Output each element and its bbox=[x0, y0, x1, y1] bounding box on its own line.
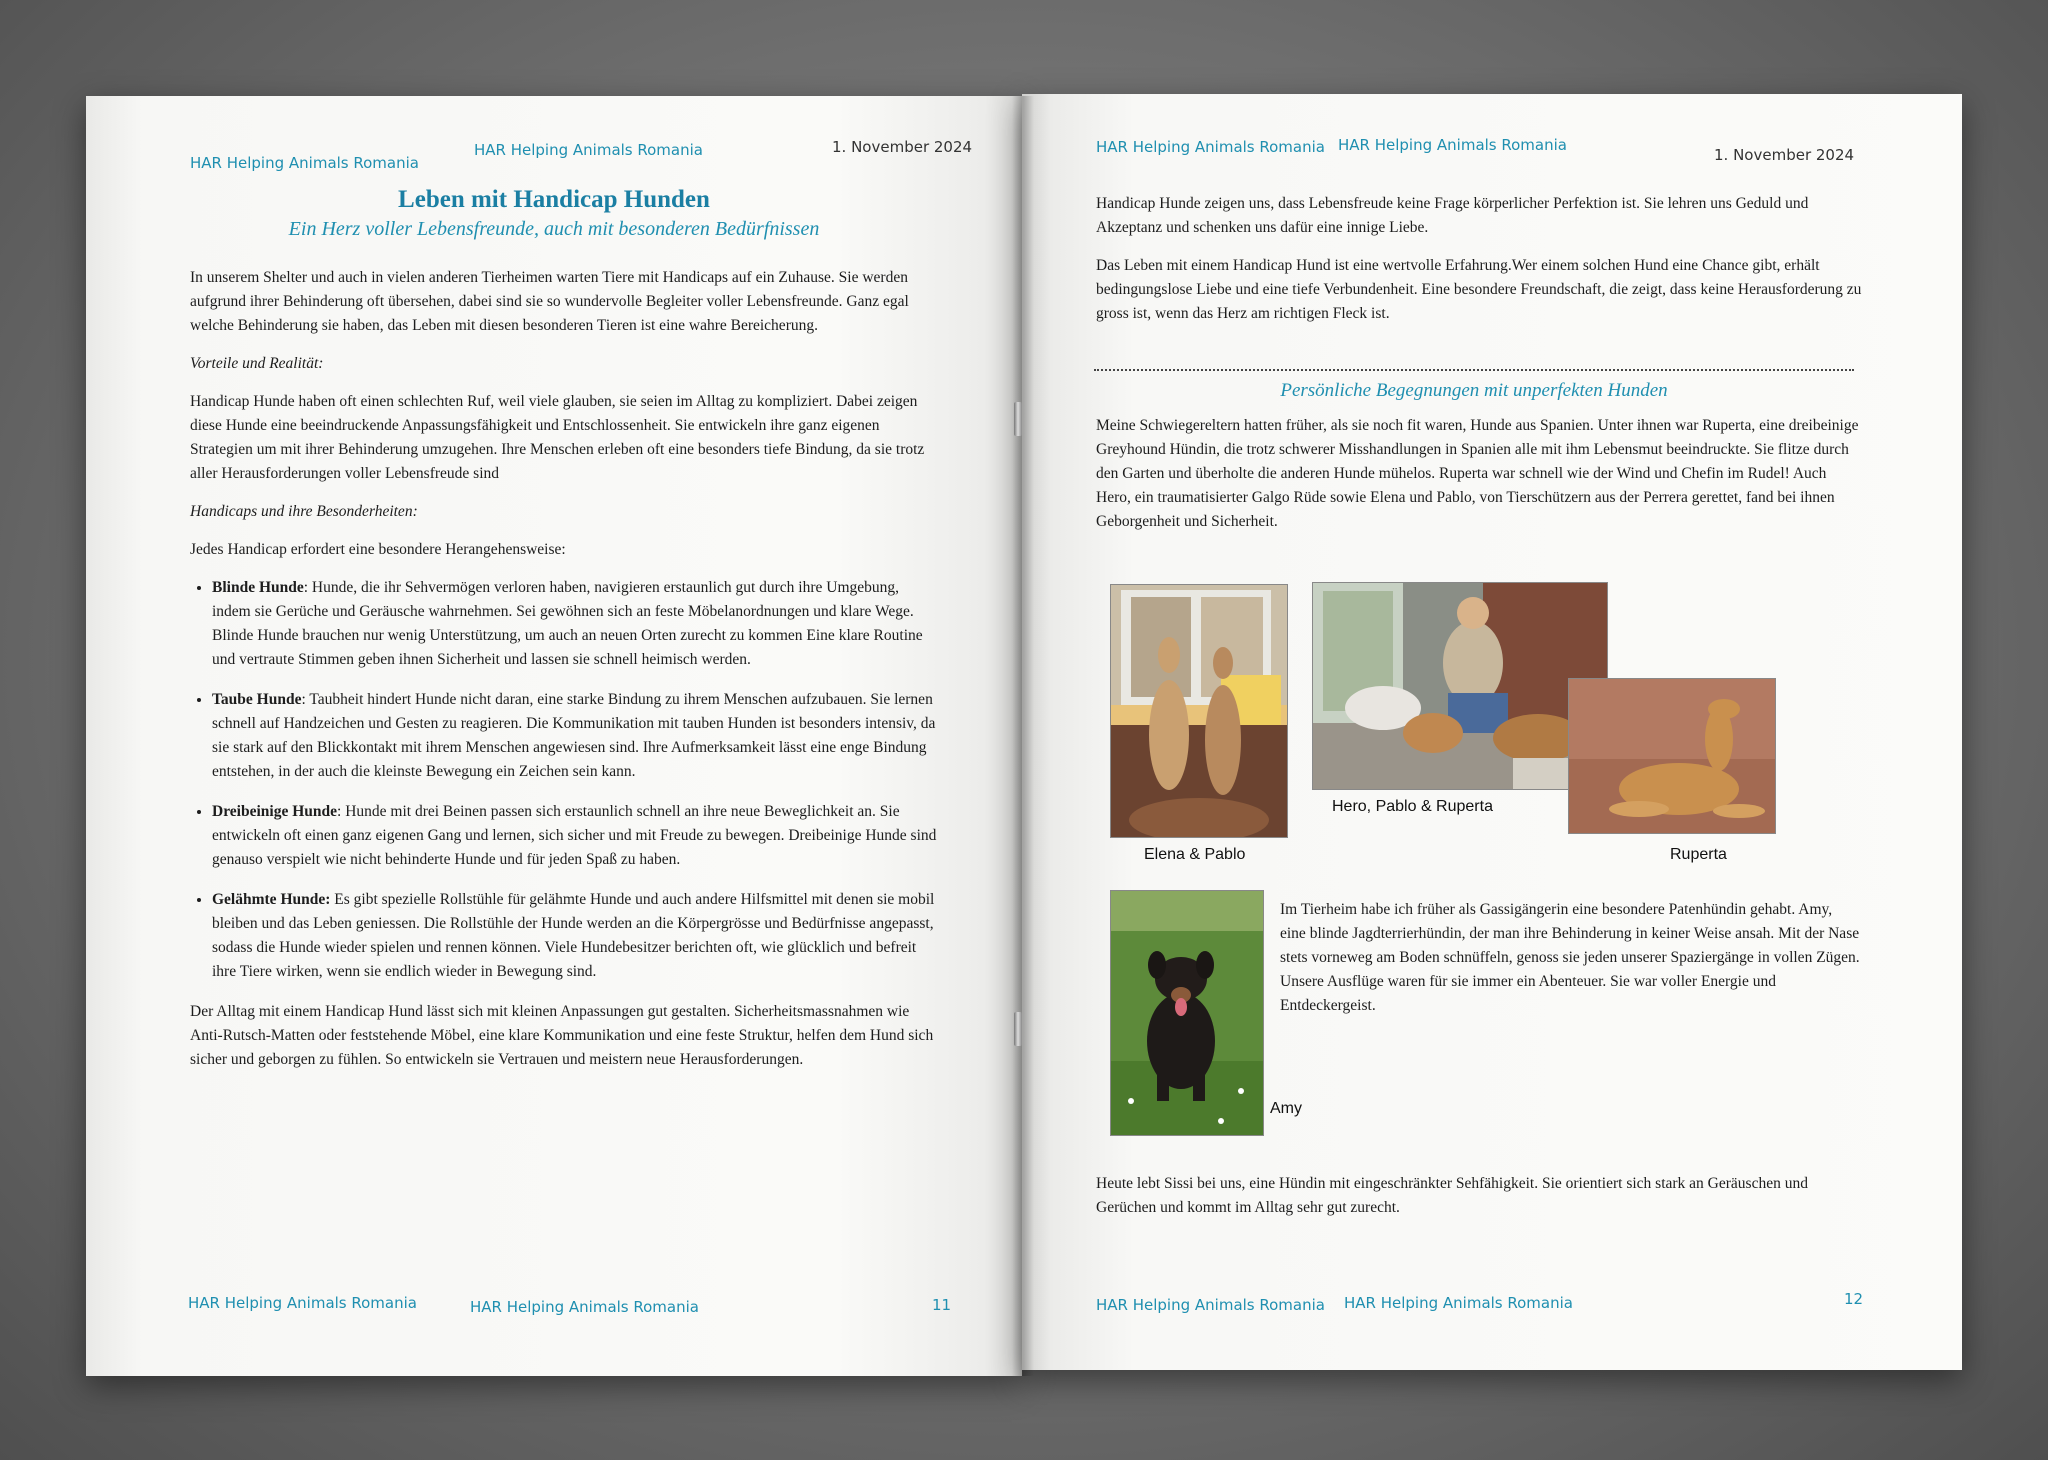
photo-amy bbox=[1110, 890, 1264, 1136]
staple-top bbox=[1014, 402, 1022, 436]
article-subtitle: Ein Herz voller Lebensfreunde, auch mit besonderen Bedürfnissen bbox=[288, 218, 820, 240]
handicap-list bbox=[190, 576, 940, 984]
section-heading-handicaps: Handicaps und ihre Besonderheiten: bbox=[190, 503, 418, 520]
advantages-paragraph: Handicap Hunde haben oft einen schlechten Ruf, weil viele glauben, sie seien im Alltag zu kompliziert. Dabei zeigen diese Hunde eine beeindruckende Anpassungsfähigkeit und Entschlossenheit. Sie entwickeln ihre ganz eigenen Strategien um mit ihrer Behinderung umzugehen. Ihre Menschen erleben oft eine besonders tiefe Bindung, da sie trotz aller Herausforderungen voller Lebensfreude sind bbox=[190, 393, 925, 482]
intro-paragraph: In unserem Shelter und auch in vielen anderen Tierheimen warten Tiere mit Handicaps auf ein Zuhause. Sie werden aufgrund ihrer Behinderung oft übersehen, dabei sind sie so wundervolle Begleiter voller Lebensfreunde. Ganz egal welche Behinderung sie haben, das Leben mit diesen besonderen Tieren ist eine wahre Bereicherung. bbox=[190, 269, 909, 334]
paragraph-joy: Handicap Hunde zeigen uns, dass Lebensfreude keine Frage körperlicher Perfektion ist. Sie lehren uns Geduld und Akzeptanz und schenken uns dafür eine innige Liebe. bbox=[1096, 195, 1809, 236]
photo-elena-pablo-image bbox=[1111, 585, 1287, 837]
paragraph-encounters: Meine Schwiegereltern hatten früher, als sie noch fit waren, Hunde aus Spanien. Unter ihnen war Ruperta, eine dreibeinige Greyhound Hündin, die trotz schwerer Misshandlungen in Spanien alle mit ihm Lebensmut beeindruckte. Sie flitze durch den Garten und überholte die anderen Hunde mühelos. Ruperta war schnell wie der Wind und Chefin im Rudel! Auch Hero, ein traumatisierter Galgo Rüde sowie Elena und Pablo, von Tierschützern aus der Perrera gerettet, fand bei ihnen Geborgenheit und Sicherheit. bbox=[1096, 417, 1859, 530]
right-body-bottom bbox=[1096, 1172, 1862, 1234]
section-title: Persönliche Begegnungen mit unperfekten Hunden bbox=[1280, 380, 1668, 401]
left-body bbox=[190, 266, 940, 1086]
list-text: : Hunde, die ihr Sehvermögen verloren haben, navigieren erstaunlich gut durch ihre Umgebung, indem sie Gerüche und Geräusche wahrnehmen. Sei gewöhnen sich an feste Möbelanordnungen und klare Wege. Blinde Hunde brauchen nur wenig Unterstützung, um auch an neuen Orten zurecht zu kommen Eine klare Routine und vertraute Stimmen geben ihnen Sicherheit und lassen sie schnell heimisch werden. bbox=[212, 579, 923, 668]
list-text: : Hunde mit drei Beinen passen sich erstaunlich schnell an ihre neue Beweglichkeit an. Sie entwickeln oft einen ganz eigenen Gang und lernen, sich sicher und mit Freude zu bewegen. Dreibeinige Hunde sind genauso verspielt wie nicht behinderte Hunde und für jeden Spaß zu haben. bbox=[212, 803, 937, 868]
caption-amy: Amy bbox=[1270, 1100, 1302, 1117]
footer-brand-left: HAR Helping Animals Romania bbox=[188, 1294, 417, 1312]
photo-ruperta bbox=[1568, 678, 1776, 834]
header-brand-center: HAR Helping Animals Romania bbox=[1338, 136, 1567, 154]
header-brand-center: HAR Helping Animals Romania bbox=[474, 141, 703, 159]
paragraph-sissi: Heute lebt Sissi bei uns, eine Hündin mit eingeschränkter Sehfähigkeit. Sie orientiert sich stark an Geräuschen und Gerüchen und kommt im Alltag sehr gut zurecht. bbox=[1096, 1175, 1808, 1216]
list-item bbox=[212, 576, 940, 672]
caption-elena-pablo: Elena & Pablo bbox=[1144, 846, 1246, 863]
list-text: : Taubheit hindert Hunde nicht daran, eine starke Bindung zu ihrem Menschen aufzubauen. Sie lernen schnell auf Handzeichen und Gesten zu reagieren. Die Kommunikation mit tauben Hunden ist besonders intensiv, da sie stark auf den Blickkontakt mit ihrem Menschen angewiesen sind. Ihre Aufmerksamkeit lässt eine enge Bindung entstehen, in der auch die kleinste Bewegung ein Zeichen sein kann. bbox=[212, 691, 936, 780]
right-body-middle bbox=[1096, 414, 1862, 548]
header-date: 1. November 2024 bbox=[1714, 146, 1855, 164]
caption-hero-pablo-ruperta: Hero, Pablo & Ruperta bbox=[1332, 798, 1493, 815]
photo-hero-pablo-ruperta bbox=[1312, 582, 1608, 790]
photo-hero-image bbox=[1313, 583, 1607, 789]
right-body-top bbox=[1096, 192, 1862, 340]
photo-ruperta-image bbox=[1569, 679, 1775, 833]
paragraph-experience: Das Leben mit einem Handicap Hund ist eine wertvolle Erfahrung.Wer einem solchen Hund eine Chance gibt, erhält bedingungslose Liebe und eine tiefe Verbundenheit. Eine besondere Freundschaft, die zeigt, dass keine Herausforderung zu gross ist, wenn das Herz am richtigen Fleck ist. bbox=[1096, 257, 1862, 322]
page-number: 12 bbox=[1844, 1290, 1864, 1308]
header-date: 1. November 2024 bbox=[832, 138, 973, 156]
header-brand-left: HAR Helping Animals Romania bbox=[1096, 138, 1325, 156]
list-term: Gelähmte Hunde: bbox=[212, 891, 331, 908]
list-item bbox=[212, 888, 940, 984]
footer-brand-left: HAR Helping Animals Romania bbox=[1096, 1296, 1325, 1314]
photo-amy-image bbox=[1111, 891, 1263, 1135]
paragraph-amy: Im Tierheim habe ich früher als Gassigängerin eine besondere Patenhündin gehabt. Amy, eine blinde Jagdterrierhündin, der man ihre Behinderung in keiner Weise ansah. Mit der Nase stets vorneweg am Boden schnüffeln, genoss sie jeden unserer Spaziergänge in vollen Zügen. Unsere Ausflüge waren für sie immer ein Abenteuer. Sie war voller Energie und Entdeckergeist. bbox=[1280, 901, 1860, 1014]
handicaps-intro: Jedes Handicap erfordert eine besondere Herangehensweise: bbox=[190, 541, 566, 558]
footer-brand-center: HAR Helping Animals Romania bbox=[1344, 1294, 1573, 1312]
staple-bottom bbox=[1014, 1012, 1022, 1046]
dotted-divider bbox=[1094, 369, 1854, 371]
right-page bbox=[1022, 94, 1962, 1370]
left-page bbox=[86, 96, 1022, 1376]
caption-ruperta: Ruperta bbox=[1670, 846, 1727, 863]
list-item bbox=[212, 688, 940, 784]
header-brand-left: HAR Helping Animals Romania bbox=[190, 154, 419, 172]
list-term: Dreibeinige Hunde bbox=[212, 803, 338, 820]
list-term: Blinde Hunde bbox=[212, 579, 304, 596]
list-term: Taube Hunde bbox=[212, 691, 302, 708]
list-text: Es gibt spezielle Rollstühle für gelähmte Hunde und auch andere Hilfsmittel mit denen sie mobil bleiben und das Leben geniessen. Die Rollstühle der Hunde werden an die Körpergrösse und Bedürfnisse angepasst, sodass die Hunde wieder spielen und rennen können. Viele Hundebesitzer berichten oft, wie glücklich und befreit ihre Tiere wirken, wenn sie endlich wieder in Bewegung sind. bbox=[212, 891, 935, 980]
article-title: Leben mit Handicap Hunden bbox=[398, 186, 710, 213]
page-number: 11 bbox=[932, 1296, 952, 1314]
closing-paragraph: Der Alltag mit einem Handicap Hund lässt sich mit kleinen Anpassungen gut gestalten. Sicherheitsmassnahmen wie Anti-Rutsch-Matten oder feststehende Möbel, eine klare Kommunikation und eine feste Struktur, helfen dem Hund sich sicher und geborgen zu fühlen. So entwickeln sie Vertrauen und meistern neue Herausforderungen. bbox=[190, 1003, 934, 1068]
photo-elena-pablo bbox=[1110, 584, 1288, 838]
section-heading-advantages: Vorteile und Realität: bbox=[190, 355, 324, 372]
footer-brand-center: HAR Helping Animals Romania bbox=[470, 1298, 699, 1316]
amy-paragraph-box bbox=[1280, 898, 1860, 1032]
list-item bbox=[212, 800, 940, 872]
